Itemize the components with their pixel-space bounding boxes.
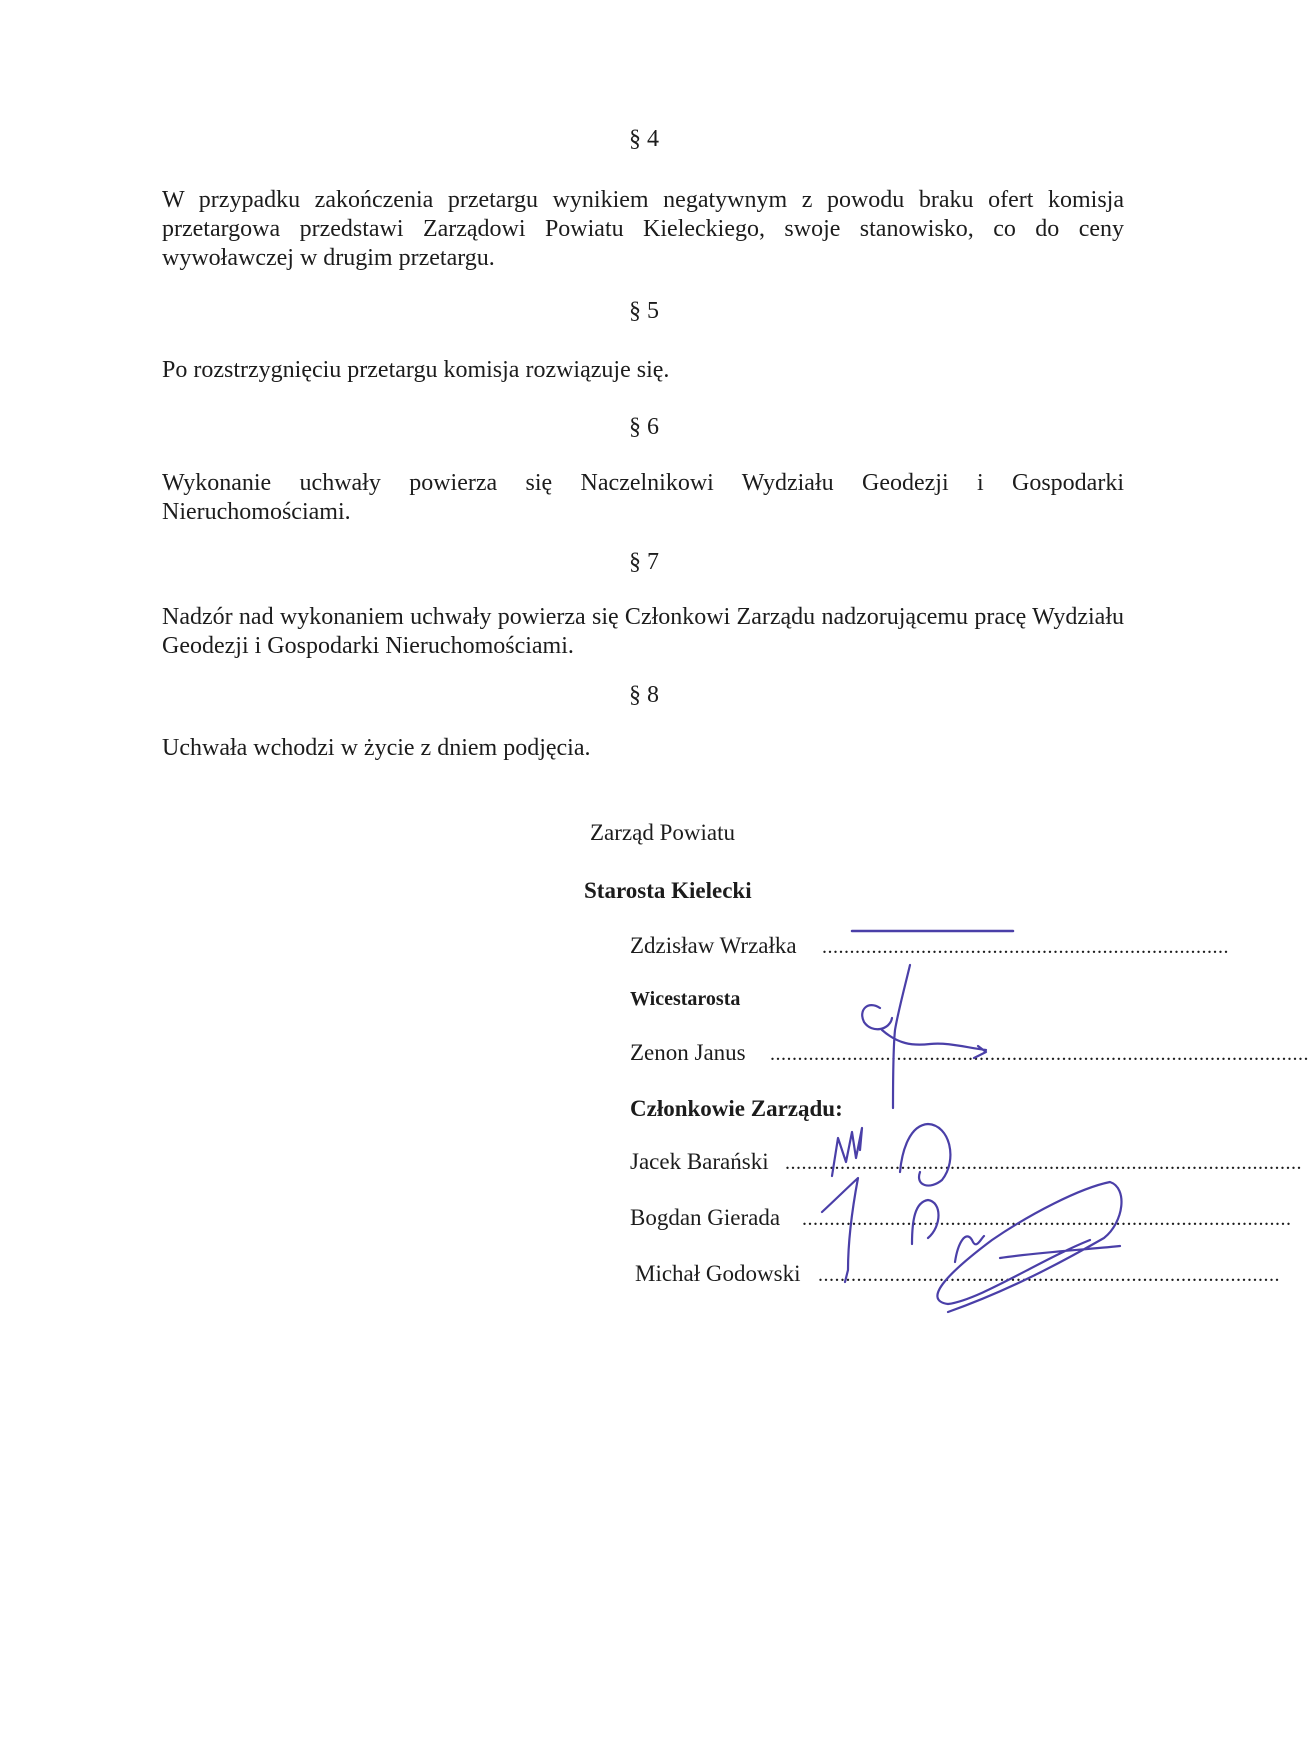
vice-name: Zenon Janus bbox=[630, 1040, 746, 1065]
section-text-6: Wykonanie uchwały powierza się Naczelnikowi Wydziału Geodezji i Gospodarki Nieruchomościami. bbox=[162, 470, 1124, 525]
section-heading-5: § 5 bbox=[629, 298, 659, 324]
board-label: Zarząd Powiatu bbox=[590, 820, 735, 845]
member-name-2: Bogdan Gierada bbox=[630, 1205, 781, 1230]
signature-line-starosta: .......................................................................... bbox=[822, 936, 1229, 958]
section-heading-7: § 7 bbox=[629, 549, 659, 575]
section-text-5: Po rozstrzygnięciu przetargu komisja rozwiązuje się. bbox=[162, 357, 670, 383]
signature-vice bbox=[862, 965, 986, 1108]
section-text-7: Nadzór nad wykonaniem uchwały powierza się Członkowi Zarządu nadzorującemu pracę Wydziału Geodezji i Gospodarki Nieruchomościami. bbox=[162, 604, 1124, 659]
starosta-name: Zdzisław Wrzałka bbox=[630, 933, 797, 958]
section-text-4: W przypadku zakończenia przetargu wynikiem negatywnym z powodu braku ofert komisja przetargowa przedstawi Zarządowi Powiatu Kieleckiego, swoje stanowisko, co do ceny wywoławczej w drugim przetargu. bbox=[162, 187, 1124, 271]
signature-line-member-3: .................................................................................... bbox=[818, 1264, 1280, 1286]
members-title: Członkowie Zarządu: bbox=[630, 1096, 843, 1121]
signature-line-vice: .................................................................................................. bbox=[770, 1043, 1309, 1065]
member-name-3: Michał Godowski bbox=[635, 1261, 801, 1286]
starosta-title: Starosta Kielecki bbox=[584, 878, 752, 903]
signature-member-3 bbox=[937, 1182, 1121, 1312]
section-text-8: Uchwała wchodzi w życie z dniem podjęcia. bbox=[162, 735, 591, 761]
section-heading-4: § 4 bbox=[629, 126, 659, 152]
vice-title: Wicestarosta bbox=[630, 988, 741, 1010]
section-heading-6: § 6 bbox=[629, 414, 659, 440]
member-name-1: Jacek Barański bbox=[630, 1149, 769, 1174]
section-heading-8: § 8 bbox=[629, 682, 659, 708]
signature-line-member-2: ......................................................................................... bbox=[802, 1208, 1292, 1230]
signature-line-member-1: .............................................................................................. bbox=[785, 1152, 1302, 1174]
